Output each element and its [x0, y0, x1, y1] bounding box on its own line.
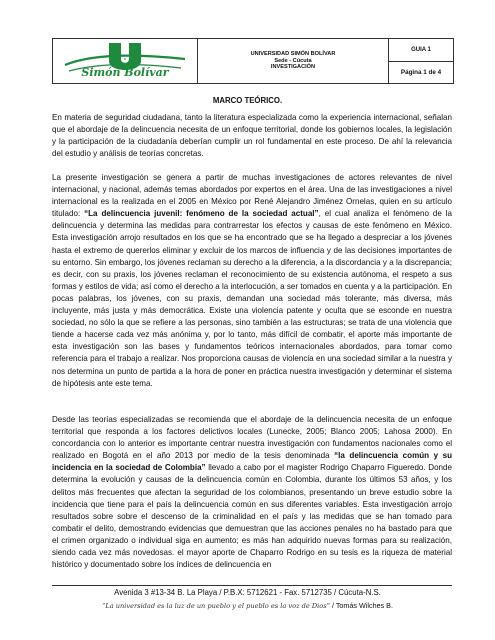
- paragraph-2-text-a: La presente investigación se genera a partir de muchas investigaciones de actores relevantes de nivel internacional, y nacional, además temas abordados por expertos en el área. Una de las investigaciones a nivel internacional es la realizada en el 2005 en México por René Alejandro Jiménez Ornelas, quien en su artículo titulado:: [52, 173, 452, 219]
- paragraph-3-text-b: llevado a cabo por el magister Rodrigo Chaparro Figueredo. Donde determina la evolución y causas de la delincuencia común en Colombia, durante los últimos 53 años, y los delitos más frecuentes que afectan la seguridad de los colombianos, presentando un breve estudio sobre la incidencia que tiene para el país la delincuencia común en sus diferentes variables. Esta investigación arrojo resultados sobre sobre el descenso de la criminalidad en el país y las medidas que se han tomado para combatir el delito, demostrando evidencias que demuestran que las acciones penales no ha bastado para que el crimen organizado o individual siga en aumento; es más han adquirido nuevas formas para su realización, siendo cada vez más novedosas. el mayor aporte de Chaparro Rodrigo en su tesis es la riqueza de material histórico y documentado sobre los índices de delincuencia en: [52, 463, 452, 570]
- university-name: UNIVERSIDAD SIMÓN BOLÍVAR: [250, 51, 336, 58]
- paragraph-1: En materia de seguridad ciudadana, tanto la literatura especializada como la experiencia internacional, señalan que el abordaje de la delincuencia necesita de un enfoque territorial, donde los gobiernos locales, la legislación y la participación de la ciudadanía deberían cumplir un rol fundamental en este proceso. De ahí la relevancia del estudio y análisis de teorías concretas.: [52, 113, 452, 159]
- logo-emblem-icon: [59, 41, 191, 81]
- footer-motto: “La universidad es la luz de un pueblo y el pueblo es la voz de Dios”: [102, 602, 330, 610]
- university-logo: [53, 39, 198, 83]
- paragraph-3-text-a: Desde las teorías especializadas se recomienda que el abordaje de la delincuencia necesita de un enfoque territorial que responda a los factores delictivos locales (Lunecke, 2005; Blanco 2005; Lahosa 2000). En concordancia con lo anterior es importante centrar nuestra investigación con fundamentos nacionales como el realizado en Bogotá en el año 2013 por medio de la tesis denominada: [52, 415, 452, 461]
- footer-author: / Tomás Wilches B.: [329, 601, 393, 610]
- thesis-title: “la delincuencia común y su incidencia en la sociedad de Colombia”: [52, 451, 452, 473]
- guide-label: GUIA 1: [411, 46, 431, 53]
- article-title: “La delincuencia juvenil: fenómeno de la sociedad actual”: [84, 209, 319, 219]
- logo-script: Simón Bolívar: [81, 66, 169, 79]
- page-number: Página 1 de 4: [389, 61, 453, 84]
- header-meta: [389, 39, 453, 83]
- header-institution: [198, 39, 389, 83]
- paragraph-2-text-b: , el cual analiza el fenómeno de la delincuencia y determina las medidas para contrarrestar los efectos y causas de este fenómeno en México. Esta investigación arrojo resultados en los que se ha encontrado que se ha llegado a despreciar a los jóvenes hasta el extremo de quererlos eliminar y excluir de los marcos de influencia y de las decisiones importantes de su entorno. Sin embargo, los jóvenes reclaman su derecho a la diferencia, a la discordancia y a la discrepancia; es decir, con su praxis, los jóvenes reclaman el reconocimiento de su existencia autónoma, el respeto a sus formas y estilos de vida; así como el derecho a la interlocución, a ser tomados en cuenta y a la participación. En pocas palabras, los jóvenes, con su praxis, demandan una sociedad más tolerante, más diversa, más incluyente, más justa y más democrática. Existe una violencia patente y oculta que se esconde en nuestra sociedad, no sólo la que se refiere a las personas, sino también a las estructuras; se trata de una violencia que tiende a hacerse cada vez más anónima y, por lo tanto, más difícil de combatir, el aporte más importante de esta investigación son las bases y fundamentos teóricos internacionales abordados, para tomar como referencia para el trabajo a realizar. Nos proporciona causas de violencia en una sociedad similar a la nuestra y nos determina un punto de partida a la hora de poner en práctica nuestra investigación y determinar el sistema de hipótesis ante este tema.: [52, 209, 452, 388]
- sede-name: Sede - Cúcuta: [274, 57, 312, 64]
- footer-divider: [52, 585, 452, 586]
- document-header: [52, 38, 454, 84]
- paragraph-3: [52, 414, 452, 571]
- paragraph-2: [52, 172, 452, 390]
- logo-letter: U: [123, 57, 127, 61]
- department-name: INVESTIGACIÓN: [270, 64, 316, 71]
- footer-address: Avenida 3 #13-34 B. La Playa / P.B.X: 5712621 - Fax. 5712735 / Cúcuta-N.S.: [114, 588, 381, 597]
- section-title: MARCO TEÓRICO.: [212, 96, 283, 105]
- footer-motto-line: [0, 601, 495, 610]
